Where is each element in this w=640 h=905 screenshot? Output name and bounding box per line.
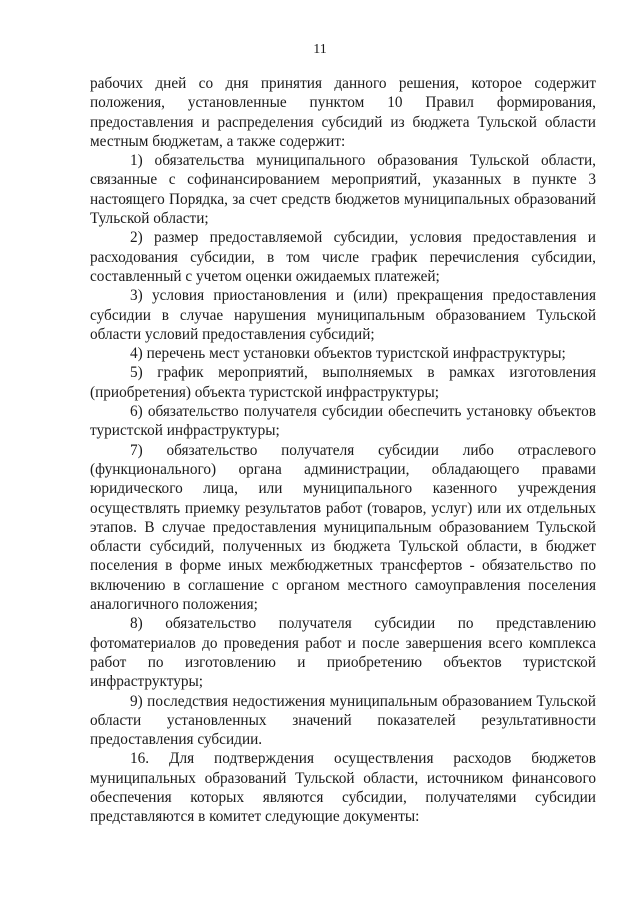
- list-item-5: 5) график мероприятий, выполняемых в рамках изготовления (приобретения) объекта туристской инфраструктуры;: [90, 364, 596, 401]
- page-number: 11: [313, 42, 327, 57]
- list-item-4: 4) перечень мест установки объектов туристской инфраструктуры;: [130, 345, 566, 363]
- list-item-2: 2) размер предоставляемой субсидии, условия предоставления и расходования субсидии, в том числе график перечисления субсидии, составленный с учетом оценки ожидаемых платежей;: [90, 229, 596, 285]
- list-item-9: 9) последствия недостижения муниципальным образованием Тульской области установленных значений показателей результативности предоставления субсидии.: [90, 692, 596, 749]
- document-body: [90, 74, 596, 827]
- list-item-8: 8) обязательство получателя субсидии по представлению фотоматериалов до проведения работ и после завершения всего комплекса работ по изготовлению и приобретению объектов туристской инфраструктуры;: [90, 615, 596, 691]
- list-item-1: 1) обязательства муниципального образования Тульской области, связанные с софинансированием мероприятий, указанных в пункте 3 настоящего Порядка, за счет средств бюджетов муниципальных образований Тульской области;: [90, 152, 596, 228]
- list-item-3: 3) условия приостановления и (или) прекращения предоставления субсидии в случае нарушения муниципальным образованием Тульской области условий предоставления субсидий;: [90, 287, 596, 343]
- list-item-6: 6) обязательство получателя субсидии обеспечить установку объектов туристской инфраструктуры;: [90, 403, 596, 440]
- list-item-7: 7) обязательство получателя субсидии либо отраслевого (функционального) органа администрации, обладающего правами юридического лица, или муниципального казенного учреждения осуществлять приемку результатов работ (товаров, услуг) или их отдельных этапов. В случае предоставления муниципальным образованием Тульской области субсидий, полученных из бюджета Тульской области, в бюджет поселения в форме иных межбюджетных трансфертов - обязательство по включению в соглашение с органом местного самоуправления поселения аналогичного положения;: [90, 441, 596, 614]
- paragraph-section-16: 16. Для подтверждения осуществления расходов бюджетов муниципальных образований Тульской области, источником финансового обеспечения которых являются субсидии, получателями субсидии представляются в комитет следующие документы:: [90, 750, 596, 826]
- paragraph-continuation: рабочих дней со дня принятия данного решения, которое содержит положения, установленные пунктом 10 Правил формирования, предоставления и распределения субсидий из бюджета Тульской области местным бюджетам, а также содержит:: [90, 75, 596, 150]
